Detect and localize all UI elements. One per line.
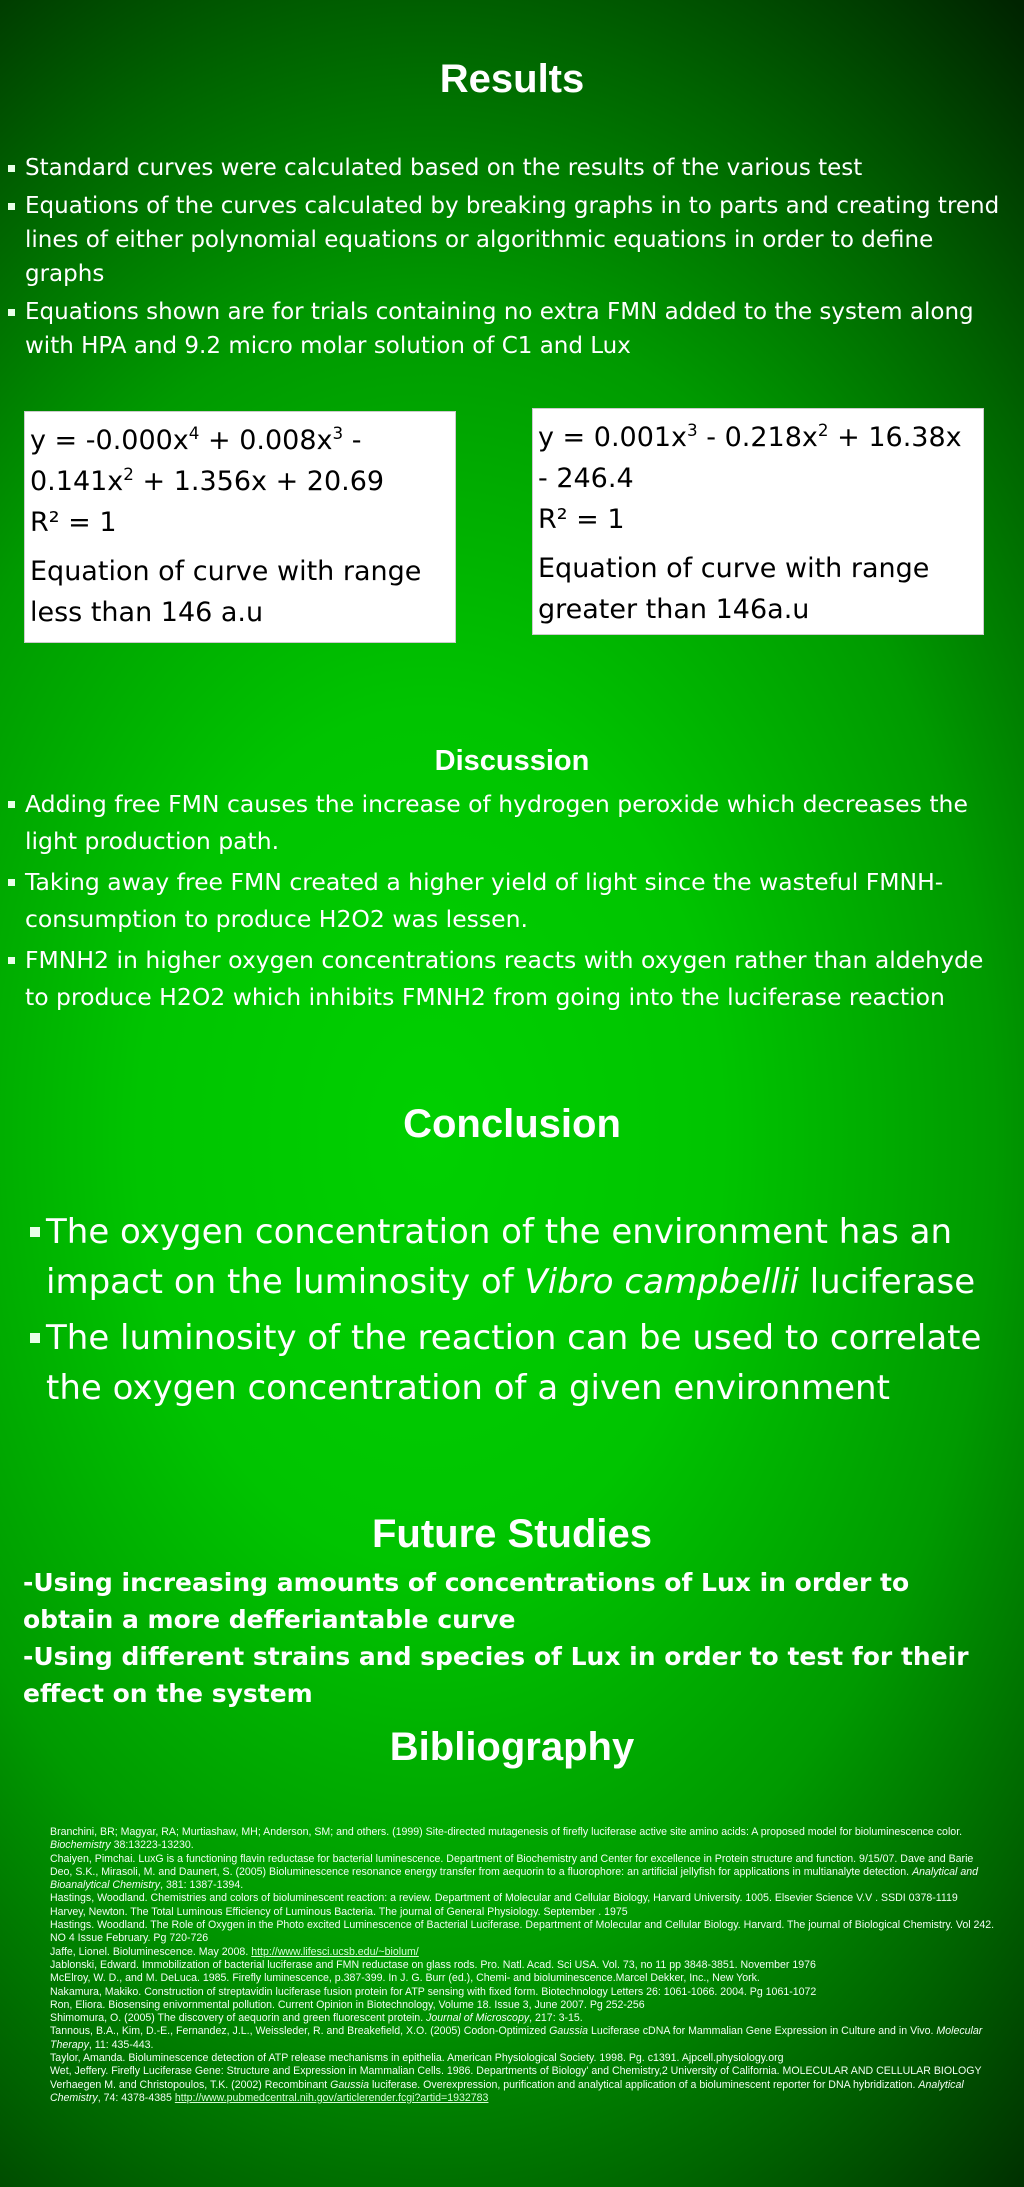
reference: Nakamura, Makiko. Construction of streptavidin luciferase fusion protein for ATP sensing with fixed form. Biotechnology Letters 26: 1061-1066. 2004. Pg 1061-1072 (50, 1985, 817, 1998)
reference: Verhaegen M. and Christopoulos, T.K. (2002) Recombinant Gaussia luciferase. Overexpression, purification and analytical application of a bioluminescent reporter for DNA hybridization. Analytical Chemistry, 74: 4378-4385 http://www.pubmedcentral.nih.gov/articlerender.fcgi?artid=1932783 (50, 2078, 964, 2104)
results-bullet: Equations of the curves calculated by breaking graphs in to parts and creating trend lines of either polynomial equations or algorithmic equations in order to define graphs (8, 189, 1008, 291)
reference: Ron, Eliora. Biosensing enivornmental pollution. Current Opinion in Biotechnology, Volume 18. Issue 3, June 2007. Pg 252-256 (50, 1998, 645, 2011)
square-bullet-icon (8, 309, 15, 316)
reference: Taylor, Amanda. Bioluminescence detection of ATP release mechanisms in epithelia. American Physiological Society. 1998. Pg. c1391. Ajpcell.physiology.org (50, 2052, 784, 2065)
r-squared: R² = 1 (30, 507, 117, 538)
future-study-item: -Using increasing amounts of concentrations of Lux in order to obtain a more defferiantable curve (23, 1568, 910, 1634)
equation: $y = -0.000x^4 + 0.008x^3 - 0.141x^2 + 1.356x + 20.69$ (30, 423, 385, 497)
square-bullet-icon (8, 879, 15, 886)
reference: Jaffe, Lionel. Bioluminescence. May 2008. http://www.lifesci.ucsb.edu/~biolum/ (50, 1945, 419, 1958)
equation-box-low-range (24, 411, 456, 643)
reference: Tannous, B.A., Kim, D.-E., Fernandez, J.L., Weissleder, R. and Breakefield, X.O. (2005) Codon-Optimized Gaussia Luciferase cDNA for Mammalian Gene Expression in Culture and in Vivo. Molecular Therapy, 11: 435-443. (50, 2025, 983, 2051)
results-bullet: Equations shown are for trials containing no extra FMN added to the system along with HPA and 9.2 micro molar solution of C1 and Lux (8, 295, 1008, 363)
conclusion-bullet: The oxygen concentration of the environment has an impact on the luminosity of Vibro campbellii luciferase (30, 1207, 1020, 1307)
r-squared: R² = 1 (538, 504, 625, 535)
reference: Hastings. Woodland. The Role of Oxygen in the Photo excited Luminescence of Bacterial Luciferase. Department of Molecular and Cellular Biology. Harvard. The journal of Biological Chemistry. Vol 242. NO 4 Issue February. Pg 720-726 (50, 1919, 995, 1945)
bibliography-heading: Bibliography (389, 1725, 635, 1769)
results-bullet: Standard curves were calculated based on the results of the various test (8, 151, 1008, 185)
reference: Hastings, Woodland. Chemistries and colors of bioluminescent reaction: a review. Department of Molecular and Cellular Biology, Harvard University. 1005. Elsevier Science V.V . SSDI 0378-1119 (50, 1892, 958, 1905)
discussion-bullet: FMNH2 in higher oxygen concentrations reacts with oxygen rather than aldehyde to produce H2O2 which inhibits FMNH2 from going into the luciferase reaction (8, 942, 1008, 1016)
discussion-bullet: Taking away free FMN created a higher yield of light since the wasteful FMNH- consumption to produce H2O2 was lessen. (8, 864, 1008, 938)
square-bullet-icon (8, 165, 15, 172)
equation-description: Equation of curve with range less than 146 a.u (30, 556, 422, 628)
square-bullet-icon (30, 1227, 40, 1237)
future-study-item: -Using different strains and species of Lux in order to test for their effect on the system (23, 1642, 969, 1708)
equation-box-high-range (532, 408, 984, 635)
square-bullet-icon (30, 1333, 40, 1343)
reference: Deo, S.K., Mirasoli, M. and Daunert, S. (2005) Bioluminescence resonance energy transfer from aequorin to a fluorophore: an artificial jellyfish for applications in multianalyte detection. Analytical and Bioanalytical Chemistry, 381: 1387-1394. (50, 1865, 979, 1892)
reference-link[interactable]: http://www.pubmedcentral.nih.gov/articlerender.fcgi?artid=1932783 (174, 2091, 489, 2104)
results-heading: Results (439, 57, 585, 101)
reference: Shimomura, O. (2005) The discovery of aequorin and green fluorescent protein. Journal of Microscopy, 217: 3-15. (50, 2012, 583, 2025)
reference: Jablonski, Edward. Immobilization of bacterial luciferase and FMN reductase on glass rods. Pro. Natl. Acad. Sci USA. Vol. 73, no 11 pp 3848-3851. November 1976 (50, 1958, 816, 1971)
reference: Wet, Jeffery. Firefly Luciferase Gene: Structure and Expression in Mammalian Cells. 1986. Departments of Biology' and Chemistry,2 University of California. MOLECULAR AND CELLULAR BIOLOGY (50, 2065, 982, 2078)
reference-link[interactable]: http://www.lifesci.ucsb.edu/~biolum/ (251, 1945, 419, 1958)
square-bullet-icon (8, 203, 15, 210)
conclusion-bullet: The luminosity of the reaction can be used to correlate the oxygen concentration of a given environment (30, 1313, 1020, 1413)
reference: McElroy, W. D., and M. DeLuca. 1985. Firefly luminescence, p.387-399. In J. G. Burr (ed.), Chemi- and bioluminescence.Marcel Dekker, Inc., New York. (50, 1972, 760, 1985)
square-bullet-icon (8, 801, 15, 808)
equation-description: Equation of curve with range greater than 146a.u (538, 553, 930, 625)
reference: Branchini, BR; Magyar, RA; Murtiashaw, MH; Anderson, SM; and others. (1999) Site-directed mutagenesis of firefly luciferase active site amino acids: A proposed model for bioluminescence color. Biochemistry 38:13223-13230. (50, 1826, 963, 1852)
conclusion-heading: Conclusion (403, 1102, 621, 1146)
reference: Chaiyen, Pimchai. LuxG is a functioning flavin reductase for bacterial luminescence. Department of Biochemistry and Center for excellence in Protein structure and function. 9/15/07. Dave and Barie (50, 1852, 974, 1865)
discussion-bullet: Adding free FMN causes the increase of hydrogen peroxide which decreases the light production path. (8, 786, 1008, 860)
equation: $y = 0.001x^3 - 0.218x^2 + 16.38x - 246.4$ (538, 420, 962, 494)
reference: Harvey, Newton. The Total Luminous Efficiency of Luminous Bacteria. The journal of General Physiology. September . 1975 (50, 1905, 628, 1918)
square-bullet-icon (8, 957, 15, 964)
results-bullet-list (8, 151, 1008, 367)
discussion-heading: Discussion (434, 745, 590, 777)
bibliography-list (50, 1826, 998, 2105)
conclusion-bullet-list (30, 1207, 1020, 1419)
future-studies-heading: Future Studies (371, 1512, 653, 1556)
discussion-bullet-list (8, 786, 1008, 1020)
